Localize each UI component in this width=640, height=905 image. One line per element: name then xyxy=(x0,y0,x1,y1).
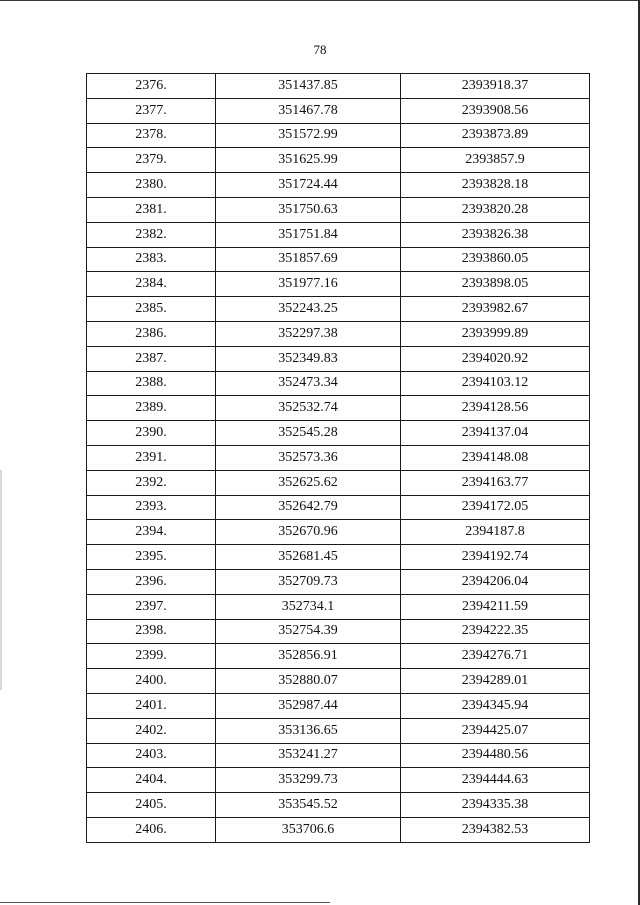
table-row xyxy=(87,495,590,520)
x-coordinate-cell: 352681.45 xyxy=(216,545,401,570)
y-coordinate-cell: 2393873.89 xyxy=(401,123,590,148)
y-coordinate-cell: 2393820.28 xyxy=(401,197,590,222)
point-number-cell: 2385. xyxy=(87,297,216,322)
y-coordinate-cell: 2393860.05 xyxy=(401,247,590,272)
table-row xyxy=(87,173,590,198)
y-coordinate-cell: 2394192.74 xyxy=(401,545,590,570)
x-coordinate-cell: 352880.07 xyxy=(216,669,401,694)
point-number-cell: 2380. xyxy=(87,173,216,198)
point-number-cell: 2405. xyxy=(87,793,216,818)
x-coordinate-cell: 353299.73 xyxy=(216,768,401,793)
table-row xyxy=(87,346,590,371)
x-coordinate-cell: 352473.34 xyxy=(216,371,401,396)
table-row xyxy=(87,74,590,99)
point-number-cell: 2404. xyxy=(87,768,216,793)
x-coordinate-cell: 351750.63 xyxy=(216,197,401,222)
y-coordinate-cell: 2394425.07 xyxy=(401,718,590,743)
table-row xyxy=(87,247,590,272)
table-row xyxy=(87,669,590,694)
table-row xyxy=(87,445,590,470)
table-row xyxy=(87,545,590,570)
point-number-cell: 2381. xyxy=(87,197,216,222)
x-coordinate-cell: 352754.39 xyxy=(216,619,401,644)
table-row xyxy=(87,371,590,396)
table-row xyxy=(87,197,590,222)
table-row xyxy=(87,793,590,818)
page-top-edge xyxy=(0,0,640,1)
x-coordinate-cell: 351572.99 xyxy=(216,123,401,148)
table-row xyxy=(87,644,590,669)
table-row xyxy=(87,123,590,148)
x-coordinate-cell: 351625.99 xyxy=(216,148,401,173)
y-coordinate-cell: 2394276.71 xyxy=(401,644,590,669)
x-coordinate-cell: 353136.65 xyxy=(216,718,401,743)
point-number-cell: 2377. xyxy=(87,98,216,123)
table-row xyxy=(87,321,590,346)
y-coordinate-cell: 2394222.35 xyxy=(401,619,590,644)
x-coordinate-cell: 352545.28 xyxy=(216,421,401,446)
table-row xyxy=(87,768,590,793)
table-row xyxy=(87,297,590,322)
x-coordinate-cell: 351437.85 xyxy=(216,74,401,99)
x-coordinate-cell: 351857.69 xyxy=(216,247,401,272)
point-number-cell: 2378. xyxy=(87,123,216,148)
y-coordinate-cell: 2394335.38 xyxy=(401,793,590,818)
y-coordinate-cell: 2394187.8 xyxy=(401,520,590,545)
point-number-cell: 2390. xyxy=(87,421,216,446)
y-coordinate-cell: 2394480.56 xyxy=(401,743,590,768)
point-number-cell: 2401. xyxy=(87,693,216,718)
y-coordinate-cell: 2394211.59 xyxy=(401,594,590,619)
table-row xyxy=(87,222,590,247)
y-coordinate-cell: 2393908.56 xyxy=(401,98,590,123)
point-number-cell: 2389. xyxy=(87,396,216,421)
x-coordinate-cell: 352642.79 xyxy=(216,495,401,520)
table-row xyxy=(87,693,590,718)
y-coordinate-cell: 2394020.92 xyxy=(401,346,590,371)
point-number-cell: 2392. xyxy=(87,470,216,495)
x-coordinate-cell: 352573.36 xyxy=(216,445,401,470)
x-coordinate-cell: 352670.96 xyxy=(216,520,401,545)
point-number-cell: 2400. xyxy=(87,669,216,694)
table-row xyxy=(87,817,590,842)
coordinates-table xyxy=(86,73,590,843)
y-coordinate-cell: 2393918.37 xyxy=(401,74,590,99)
y-coordinate-cell: 2393898.05 xyxy=(401,272,590,297)
x-coordinate-cell: 352297.38 xyxy=(216,321,401,346)
x-coordinate-cell: 351751.84 xyxy=(216,222,401,247)
y-coordinate-cell: 2394128.56 xyxy=(401,396,590,421)
point-number-cell: 2394. xyxy=(87,520,216,545)
y-coordinate-cell: 2394148.08 xyxy=(401,445,590,470)
x-coordinate-cell: 352625.62 xyxy=(216,470,401,495)
x-coordinate-cell: 352856.91 xyxy=(216,644,401,669)
table-row xyxy=(87,396,590,421)
point-number-cell: 2397. xyxy=(87,594,216,619)
point-number-cell: 2399. xyxy=(87,644,216,669)
y-coordinate-cell: 2393999.89 xyxy=(401,321,590,346)
x-coordinate-cell: 352349.83 xyxy=(216,346,401,371)
x-coordinate-cell: 352734.1 xyxy=(216,594,401,619)
point-number-cell: 2395. xyxy=(87,545,216,570)
point-number-cell: 2403. xyxy=(87,743,216,768)
coordinates-table-body xyxy=(87,74,590,843)
point-number-cell: 2383. xyxy=(87,247,216,272)
x-coordinate-cell: 353706.6 xyxy=(216,817,401,842)
point-number-cell: 2393. xyxy=(87,495,216,520)
table-row xyxy=(87,421,590,446)
point-number-cell: 2406. xyxy=(87,817,216,842)
x-coordinate-cell: 353241.27 xyxy=(216,743,401,768)
table-row xyxy=(87,272,590,297)
y-coordinate-cell: 2393828.18 xyxy=(401,173,590,198)
table-row xyxy=(87,148,590,173)
point-number-cell: 2396. xyxy=(87,569,216,594)
y-coordinate-cell: 2394103.12 xyxy=(401,371,590,396)
y-coordinate-cell: 2393826.38 xyxy=(401,222,590,247)
table-row xyxy=(87,619,590,644)
y-coordinate-cell: 2394172.05 xyxy=(401,495,590,520)
point-number-cell: 2379. xyxy=(87,148,216,173)
x-coordinate-cell: 352243.25 xyxy=(216,297,401,322)
y-coordinate-cell: 2393982.67 xyxy=(401,297,590,322)
page-left-shadow xyxy=(0,470,2,690)
point-number-cell: 2384. xyxy=(87,272,216,297)
x-coordinate-cell: 352709.73 xyxy=(216,569,401,594)
point-number-cell: 2376. xyxy=(87,74,216,99)
point-number-cell: 2398. xyxy=(87,619,216,644)
x-coordinate-cell: 352987.44 xyxy=(216,693,401,718)
table-row xyxy=(87,520,590,545)
point-number-cell: 2382. xyxy=(87,222,216,247)
table-row xyxy=(87,594,590,619)
page-number: 78 xyxy=(313,42,327,57)
x-coordinate-cell: 353545.52 xyxy=(216,793,401,818)
point-number-cell: 2386. xyxy=(87,321,216,346)
table-row xyxy=(87,569,590,594)
y-coordinate-cell: 2394289.01 xyxy=(401,669,590,694)
page-bottom-edge xyxy=(0,902,330,903)
table-row xyxy=(87,470,590,495)
x-coordinate-cell: 351467.78 xyxy=(216,98,401,123)
y-coordinate-cell: 2394206.04 xyxy=(401,569,590,594)
point-number-cell: 2388. xyxy=(87,371,216,396)
y-coordinate-cell: 2393857.9 xyxy=(401,148,590,173)
y-coordinate-cell: 2394444.63 xyxy=(401,768,590,793)
point-number-cell: 2402. xyxy=(87,718,216,743)
x-coordinate-cell: 351977.16 xyxy=(216,272,401,297)
y-coordinate-cell: 2394163.77 xyxy=(401,470,590,495)
x-coordinate-cell: 352532.74 xyxy=(216,396,401,421)
point-number-cell: 2391. xyxy=(87,445,216,470)
y-coordinate-cell: 2394382.53 xyxy=(401,817,590,842)
x-coordinate-cell: 351724.44 xyxy=(216,173,401,198)
table-row xyxy=(87,718,590,743)
y-coordinate-cell: 2394345.94 xyxy=(401,693,590,718)
y-coordinate-cell: 2394137.04 xyxy=(401,421,590,446)
point-number-cell: 2387. xyxy=(87,346,216,371)
table-row xyxy=(87,98,590,123)
table-row xyxy=(87,743,590,768)
